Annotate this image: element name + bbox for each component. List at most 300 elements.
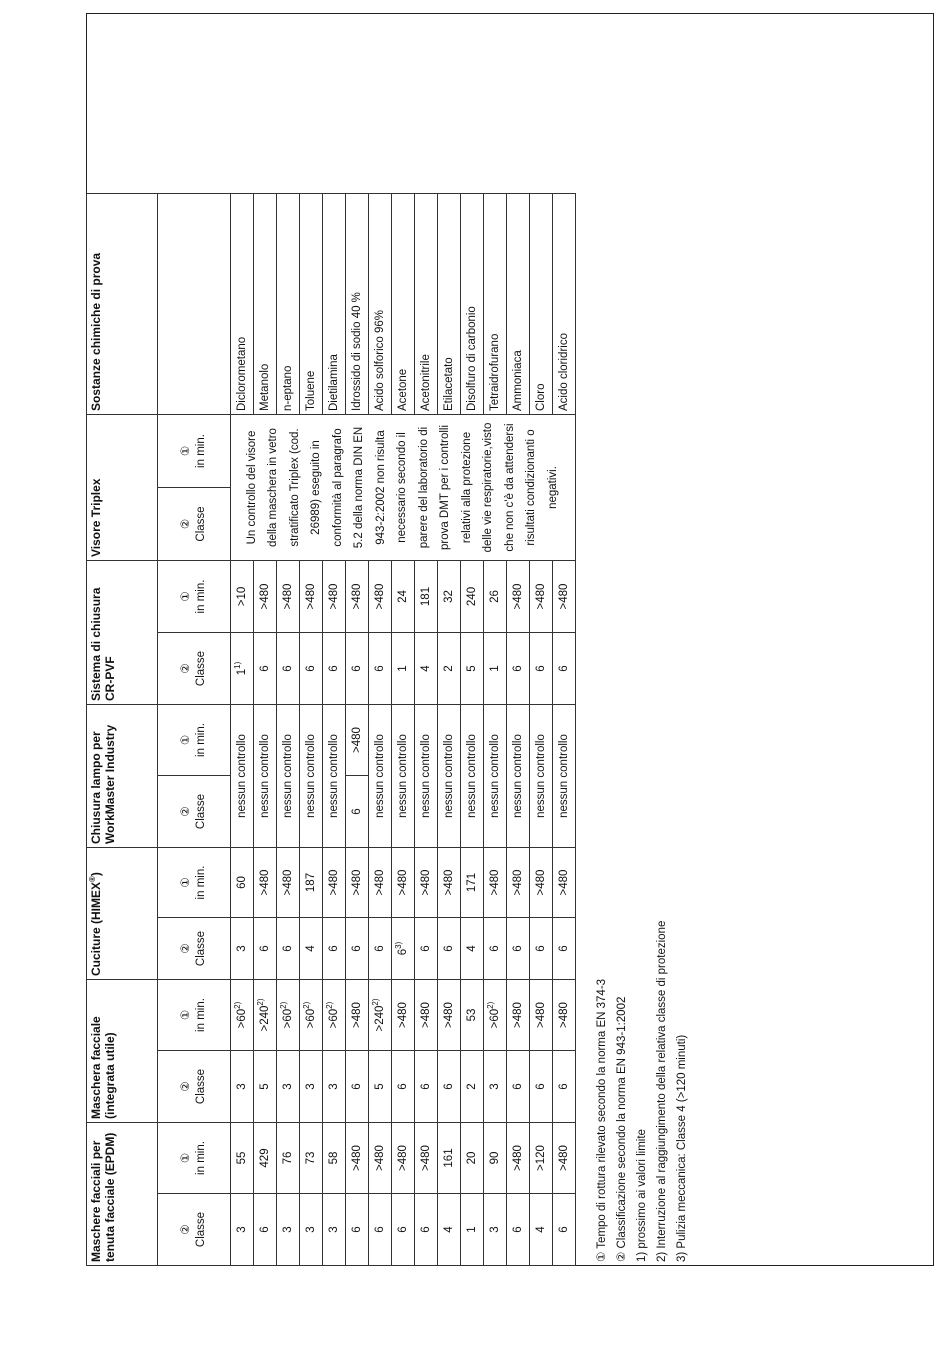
crpvf-time-cell [369, 561, 392, 633]
zipper-time-cell [346, 705, 369, 776]
mask-class-cell-value: 6 [397, 1083, 409, 1090]
seams-class-cell [231, 918, 254, 980]
seams-class-cell [438, 918, 461, 980]
seams-time-cell-value: >480 [328, 869, 340, 896]
crpvf-time-cell [346, 561, 369, 633]
epdm-time-cell [254, 1123, 277, 1194]
seams-class-cell [323, 918, 346, 980]
crpvf-time-cell-value: 26 [489, 590, 501, 603]
subheader-triplex-time [158, 415, 231, 488]
epdm-class-cell-value: 6 [558, 1226, 570, 1233]
seams-class-cell [484, 918, 507, 980]
subheader-label: Classe [195, 930, 207, 967]
zipper-no-test-cell: nessun controllo [507, 705, 530, 848]
footnote-item: ① Tempo di rottura rilevato secondo la norma EN 374-3 [596, 978, 608, 1262]
epdm-time-cell-value: 90 [489, 1151, 501, 1165]
crpvf-time-cell-value: >480 [558, 583, 570, 610]
epdm-class-cell-value: 4 [443, 1226, 455, 1233]
crpvf-class-cell-value: 6 [558, 665, 570, 672]
mask-time-cell [415, 980, 438, 1051]
mask-class-cell [300, 1051, 323, 1123]
subheader-label: in min. [195, 1141, 207, 1175]
mask-time-cell [553, 980, 576, 1051]
mask-time-cell [530, 980, 553, 1051]
subheader-label: Classe [195, 1211, 207, 1248]
mask-class-cell [530, 1051, 553, 1123]
crpvf-class-cell [392, 633, 415, 705]
crpvf-time-cell-value: >10 [236, 586, 248, 607]
seams-time-cell [415, 848, 438, 918]
epdm-time-cell [484, 1123, 507, 1194]
crpvf-time-cell [530, 561, 553, 633]
seams-time-cell-value: >480 [512, 869, 524, 896]
mask-class-cell-value: 3 [305, 1083, 317, 1090]
crpvf-time-cell [484, 561, 507, 633]
mask-class-cell-value: 3 [236, 1083, 248, 1090]
mask-class-cell [231, 1051, 254, 1123]
epdm-class-cell-value: 3 [305, 1226, 317, 1233]
table-row [369, 194, 392, 1266]
mask-class-cell [507, 1051, 530, 1123]
subheader-seams-time [158, 848, 231, 918]
mask-time-cell-value: >480 [558, 1002, 570, 1028]
seams-class-cell-value: 6 [282, 945, 294, 952]
epdm-class-cell [438, 1194, 461, 1266]
table-row [231, 194, 254, 1266]
substance-name: Ammoniaca [507, 194, 530, 415]
crpvf-class-cell [254, 633, 277, 705]
mask-time-cell-note: 2) [279, 1001, 289, 1009]
mask-time-cell-value: >60 [282, 1008, 294, 1029]
zipper-no-test-cell: nessun controllo [530, 705, 553, 848]
subheader-circle: ① [180, 1152, 192, 1164]
subheader-circle: ① [180, 877, 192, 888]
zipper-class-cell [346, 776, 369, 848]
crpvf-time-cell [553, 561, 576, 633]
substance-name: Idrossido di sodio 40 % [346, 194, 369, 415]
seams-class-cell-value: 6 [489, 945, 501, 952]
mask-time-cell-note: 2) [486, 1001, 496, 1009]
table-row [530, 194, 553, 1266]
crpvf-time-cell [323, 561, 346, 633]
header-seams-text: Cuciture (HIMEX [89, 881, 103, 976]
table-row [323, 194, 346, 1266]
zipper-time-cell-value: >480 [351, 727, 363, 753]
mask-time-cell-note: 2) [371, 998, 381, 1006]
seams-time-cell-value: >480 [374, 869, 386, 896]
crpvf-class-cell-value: 5 [466, 665, 478, 672]
subheader-label: in min. [195, 723, 207, 757]
mask-class-cell-value: 6 [443, 1083, 455, 1090]
subheader-substance [158, 194, 231, 415]
table-row [346, 194, 369, 1266]
epdm-time-cell-value: 55 [236, 1151, 248, 1165]
header-triplex: Visore Triplex [87, 415, 158, 561]
crpvf-class-cell [277, 633, 300, 705]
mask-time-cell [231, 980, 254, 1051]
mask-class-cell-value: 6 [535, 1083, 547, 1090]
seams-time-cell [530, 848, 553, 918]
substance-name: Metanolo [254, 194, 277, 415]
substance-name: Disolfuro di carbonio [461, 194, 484, 415]
crpvf-class-cell [530, 633, 553, 705]
crpvf-time-cell [231, 561, 254, 633]
table-row [507, 194, 530, 1266]
epdm-time-cell-value: 161 [443, 1148, 455, 1168]
epdm-time-cell-value: >480 [420, 1145, 432, 1171]
mask-time-cell [369, 980, 392, 1051]
zipper-no-test-cell: nessun controllo [438, 705, 461, 848]
seams-time-cell [484, 848, 507, 918]
epdm-class-cell-value: 6 [374, 1226, 386, 1233]
mask-class-cell [323, 1051, 346, 1123]
mask-time-cell [277, 980, 300, 1051]
substance-name: Dietilamina [323, 194, 346, 415]
seams-class-cell-value: 6 [351, 945, 363, 952]
table-row [392, 194, 415, 1266]
mask-time-cell-value: 53 [466, 1008, 478, 1022]
mask-time-cell-note: 2) [302, 1001, 312, 1009]
epdm-class-cell [461, 1194, 484, 1266]
seams-time-cell [277, 848, 300, 918]
epdm-time-cell-value: 58 [328, 1151, 340, 1165]
seams-class-cell-value: 6 [420, 945, 432, 952]
header-substance: Sostanze chimiche di prova [87, 194, 158, 415]
crpvf-time-cell-value: 32 [443, 590, 455, 603]
mask-class-cell [484, 1051, 507, 1123]
subheader-zipper-class [158, 776, 231, 848]
crpvf-class-cell-value: 6 [374, 665, 386, 672]
epdm-class-cell [254, 1194, 277, 1266]
crpvf-class-cell [300, 633, 323, 705]
subheader-epdm-time [158, 1123, 231, 1194]
crpvf-time-cell [415, 561, 438, 633]
zipper-no-test-cell: nessun controllo [369, 705, 392, 848]
seams-time-cell-value: >480 [443, 869, 455, 896]
mask-class-cell-value: 6 [512, 1083, 524, 1090]
mask-time-cell [461, 980, 484, 1051]
mask-time-cell-value: >240 [259, 1005, 271, 1032]
crpvf-time-cell [392, 561, 415, 633]
epdm-time-cell [369, 1123, 392, 1194]
crpvf-time-cell-value: 181 [420, 586, 432, 607]
header-seams-close: ) [89, 872, 103, 877]
mask-time-cell [438, 980, 461, 1051]
table-row [300, 194, 323, 1266]
crpvf-time-cell-value: >480 [535, 583, 547, 610]
crpvf-time-cell-value: >480 [282, 583, 294, 610]
seams-class-cell-value: 6 [397, 948, 409, 956]
subheader-label: in min. [195, 434, 207, 468]
seams-time-cell [553, 848, 576, 918]
epdm-class-cell-value: 3 [282, 1226, 294, 1233]
mask-class-cell-value: 5 [374, 1083, 386, 1090]
subheader-epdm-class [158, 1194, 231, 1266]
epdm-time-cell-value: >480 [351, 1145, 363, 1171]
seams-time-cell-value: 60 [236, 876, 248, 889]
substance-name: Cloro [530, 194, 553, 415]
epdm-class-cell-value: 3 [236, 1226, 248, 1233]
epdm-time-cell [346, 1123, 369, 1194]
zipper-no-test-cell: nessun controllo [277, 705, 300, 848]
epdm-time-cell-value: >480 [397, 1145, 409, 1171]
footnote-item: 1) prossimo ai valori limite [636, 1129, 648, 1262]
seams-time-cell-value: >480 [282, 869, 294, 896]
seams-time-cell-value: >480 [397, 869, 409, 896]
crpvf-class-cell [346, 633, 369, 705]
zipper-no-test-cell: nessun controllo [461, 705, 484, 848]
crpvf-class-cell [438, 633, 461, 705]
crpvf-class-cell [484, 633, 507, 705]
rotated-content [86, 13, 934, 1266]
zipper-no-test-cell: nessun controllo [392, 705, 415, 848]
mask-class-cell-value: 6 [420, 1083, 432, 1090]
header-zipper: Chiusura lampo per WorkMaster Industry [87, 705, 158, 848]
epdm-class-cell [231, 1194, 254, 1266]
mask-time-cell [323, 980, 346, 1051]
zipper-class-cell-value: 6 [351, 808, 363, 815]
mask-time-cell [507, 980, 530, 1051]
crpvf-time-cell [507, 561, 530, 633]
crpvf-time-cell-value: >480 [512, 583, 524, 610]
footnotes [592, 921, 692, 1262]
subheader-circle: ① [180, 445, 192, 457]
zipper-no-test-cell: nessun controllo [254, 705, 277, 848]
epdm-class-cell-value: 6 [351, 1226, 363, 1233]
subheader-seams-class [158, 918, 231, 980]
substance-name: Acetonitrile [415, 194, 438, 415]
seams-class-cell-value: 6 [374, 945, 386, 952]
seams-class-cell-value: 6 [328, 945, 340, 952]
crpvf-class-cell-value: 2 [443, 665, 455, 672]
mask-time-cell-value: >480 [397, 1002, 409, 1028]
crpvf-class-cell-note: 1) [233, 661, 243, 669]
table-row [438, 194, 461, 1266]
crpvf-class-cell-value: 6 [282, 665, 294, 672]
seams-class-cell-value: 6 [512, 945, 524, 952]
mask-class-cell-value: 6 [351, 1083, 363, 1090]
subheader-label: in min. [195, 579, 207, 614]
epdm-time-cell-value: 20 [466, 1151, 478, 1165]
mask-class-cell-value: 3 [489, 1083, 501, 1090]
chemical-resistance-table [86, 193, 576, 1266]
epdm-class-cell-value: 6 [512, 1226, 524, 1233]
seams-class-cell-note: 3) [394, 941, 404, 949]
subheader-circle: ② [180, 1224, 192, 1235]
crpvf-class-cell-value: 1 [397, 665, 409, 672]
crpvf-class-cell-value: 4 [420, 665, 432, 672]
seams-class-cell [346, 918, 369, 980]
seams-time-cell [369, 848, 392, 918]
mask-time-cell-value: >60 [305, 1008, 317, 1029]
crpvf-class-cell-value: 6 [512, 665, 524, 672]
seams-time-cell [438, 848, 461, 918]
crpvf-class-cell [415, 633, 438, 705]
subheader-label: in min. [195, 865, 207, 900]
subheader-crpvf-class [158, 633, 231, 705]
mask-time-cell-value: >60 [489, 1008, 501, 1029]
epdm-class-cell [415, 1194, 438, 1266]
seams-time-cell-value: >480 [420, 869, 432, 896]
mask-time-cell-note: 2) [233, 1001, 243, 1009]
header-epdm-masks: Maschere facciali per tenuta facciale (EPDM) [87, 1123, 158, 1266]
seams-class-cell [369, 918, 392, 980]
crpvf-time-cell [277, 561, 300, 633]
zipper-no-test-cell: nessun controllo [484, 705, 507, 848]
seams-class-cell [461, 918, 484, 980]
subheader-zipper-time [158, 705, 231, 776]
footnote-item: 3) Pulizia meccanica: Classe 4 (>120 minuti) [676, 1034, 688, 1262]
mask-time-cell-value: >480 [420, 1002, 432, 1028]
seams-class-cell [530, 918, 553, 980]
header-crpvf: Sistema di chiusura CR-PVF [87, 561, 158, 705]
crpvf-class-cell [323, 633, 346, 705]
seams-time-cell-value: 171 [466, 872, 478, 893]
mask-class-cell [461, 1051, 484, 1123]
mask-time-cell [254, 980, 277, 1051]
mask-time-cell-value: >480 [351, 1002, 363, 1028]
mask-class-cell [438, 1051, 461, 1123]
subheader-circle: ① [180, 1009, 192, 1021]
epdm-time-cell [461, 1123, 484, 1194]
epdm-time-cell-value: >480 [512, 1145, 524, 1171]
crpvf-time-cell-value: >480 [374, 583, 386, 610]
seams-time-cell [461, 848, 484, 918]
table-row [277, 194, 300, 1266]
epdm-class-cell-value: 3 [489, 1226, 501, 1233]
epdm-class-cell [300, 1194, 323, 1266]
epdm-class-cell [369, 1194, 392, 1266]
table-row [461, 194, 484, 1266]
epdm-class-cell-value: 6 [397, 1226, 409, 1233]
subheader-mask-time [158, 980, 231, 1051]
seams-class-cell-value: 4 [466, 945, 478, 952]
mask-time-cell [346, 980, 369, 1051]
seams-time-cell [507, 848, 530, 918]
epdm-time-cell [277, 1123, 300, 1194]
triplex-note: Un controllo del visore della maschera in vetro stratificato Triplex (cod. 26989) eseguito in conformità al paragrafo 5.2 della norma DIN EN 943-2:2002 non risulta necessario secondo il parere del laboratorio di prova DMT per i controlli relativi alla protezione delle vie respiratorie,visto che non c'è da attendersi risultati condizionanti o negativi. [231, 415, 576, 561]
mask-class-cell [277, 1051, 300, 1123]
registered-mark: ® [88, 876, 97, 882]
substance-name: Acetone [392, 194, 415, 415]
mask-time-cell-value: >60 [236, 1008, 248, 1029]
footnote-item: 2) Interruzione al raggiungimento della relativa classe di protezione [656, 920, 668, 1262]
seams-class-cell-value: 3 [236, 945, 248, 952]
seams-time-cell [231, 848, 254, 918]
epdm-class-cell [507, 1194, 530, 1266]
crpvf-class-cell-value: 1 [489, 665, 501, 672]
subheader-crpvf-time [158, 561, 231, 633]
crpvf-time-cell-value: 240 [466, 586, 478, 607]
epdm-time-cell [323, 1123, 346, 1194]
epdm-class-cell-value: 6 [420, 1226, 432, 1233]
epdm-time-cell [300, 1123, 323, 1194]
zipper-no-test-cell: nessun controllo [553, 705, 576, 848]
mask-class-cell [392, 1051, 415, 1123]
epdm-time-cell [507, 1123, 530, 1194]
crpvf-class-cell-value: 6 [305, 665, 317, 672]
footnote-item: ② Classificazione secondo la norma EN 943-1:2002 [616, 996, 628, 1262]
seams-class-cell [277, 918, 300, 980]
seams-time-cell-value: >480 [351, 869, 363, 896]
crpvf-time-cell-value: >480 [259, 583, 271, 610]
mask-class-cell [553, 1051, 576, 1123]
seams-class-cell [415, 918, 438, 980]
crpvf-class-cell [231, 633, 254, 705]
epdm-time-cell-value: >480 [558, 1145, 570, 1171]
subheader-label: Classe [195, 793, 207, 830]
substance-name: Diclorometano [231, 194, 254, 415]
epdm-time-cell-value: 76 [282, 1151, 294, 1165]
mask-time-cell [392, 980, 415, 1051]
seams-time-cell-value: >480 [259, 869, 271, 896]
zipper-no-test-cell: nessun controllo [415, 705, 438, 848]
crpvf-time-cell [461, 561, 484, 633]
substance-name: Acido solforico 96% [369, 194, 392, 415]
mask-time-cell-value: >480 [512, 1002, 524, 1028]
mask-class-cell [254, 1051, 277, 1123]
epdm-time-cell [392, 1123, 415, 1194]
seams-class-cell [254, 918, 277, 980]
subheader-label: in min. [195, 998, 207, 1032]
crpvf-time-cell [254, 561, 277, 633]
crpvf-time-cell-value: >480 [305, 583, 317, 610]
seams-class-cell-value: 6 [443, 945, 455, 952]
subheader-circle: ① [180, 734, 192, 746]
table-row [254, 194, 277, 1266]
table-row [415, 194, 438, 1266]
header-seams [87, 848, 158, 980]
epdm-time-cell [415, 1123, 438, 1194]
mask-class-cell [346, 1051, 369, 1123]
seams-time-cell-value: >480 [535, 869, 547, 896]
epdm-class-cell-value: 6 [259, 1226, 271, 1233]
table-row [553, 194, 576, 1266]
seams-class-cell [392, 918, 415, 980]
seams-class-cell [300, 918, 323, 980]
subheader-mask-class [158, 1051, 231, 1123]
substance-name: Acido cloridrico [553, 194, 576, 415]
epdm-class-cell-value: 3 [328, 1226, 340, 1233]
crpvf-class-cell-value: 6 [351, 665, 363, 672]
mask-time-cell-note: 2) [256, 998, 266, 1006]
epdm-class-cell [553, 1194, 576, 1266]
mask-class-cell [369, 1051, 392, 1123]
seams-time-cell [392, 848, 415, 918]
epdm-time-cell [438, 1123, 461, 1194]
epdm-time-cell [231, 1123, 254, 1194]
subheader-circle: ② [180, 806, 192, 817]
seams-time-cell [254, 848, 277, 918]
seams-class-cell-value: 4 [305, 945, 317, 952]
epdm-time-cell-value: 429 [259, 1148, 271, 1168]
subheader-circle: ② [180, 1081, 192, 1092]
mask-time-cell-value: >240 [374, 1005, 386, 1032]
crpvf-time-cell [438, 561, 461, 633]
substance-name: Tetraidrofurano [484, 194, 507, 415]
epdm-class-cell [346, 1194, 369, 1266]
subheader-label: Classe [195, 1068, 207, 1105]
crpvf-class-cell [369, 633, 392, 705]
crpvf-class-cell [553, 633, 576, 705]
epdm-class-cell [530, 1194, 553, 1266]
table-row [484, 194, 507, 1266]
crpvf-class-cell-value: 6 [535, 665, 547, 672]
substance-name: Toluene [300, 194, 323, 415]
crpvf-time-cell-value: >480 [328, 583, 340, 610]
mask-time-cell-value: >480 [535, 1002, 547, 1028]
epdm-class-cell [277, 1194, 300, 1266]
